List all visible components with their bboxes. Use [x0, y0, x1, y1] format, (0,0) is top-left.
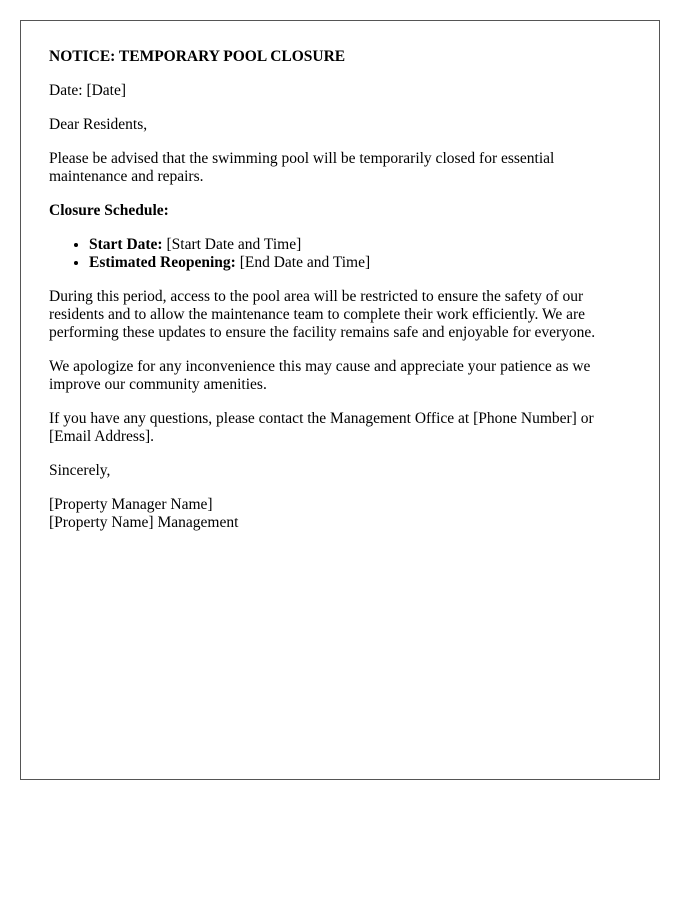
schedule-item-label: Start Date:: [89, 236, 163, 253]
schedule-item-value: [End Date and Time]: [235, 254, 371, 271]
signature-org: [Property Name] Management: [49, 514, 239, 531]
intro-paragraph: Please be advised that the swimming pool will be temporarily closed for essential maintenance and repairs.: [49, 150, 555, 185]
schedule-list: [49, 236, 634, 272]
schedule-item-value: [Start Date and Time]: [162, 236, 302, 253]
body-paragraph-apology: We apologize for any inconvenience this may cause and appreciate your patience as we improve our community amenities.: [49, 358, 591, 393]
body-paragraph-restrictions: During this period, access to the pool area will be restricted to ensure the safety of our residents and to allow the maintenance team to complete their work efficiently. We are performing these updates to ensure the facility remains safe and enjoyable for everyone.: [49, 288, 596, 341]
date-line: Date: [Date]: [49, 82, 127, 99]
schedule-item-label: Estimated Reopening:: [89, 254, 236, 271]
notice-title: NOTICE: TEMPORARY POOL CLOSURE: [49, 48, 346, 65]
letter-page: [20, 20, 660, 780]
schedule-item-start: [89, 236, 634, 254]
body-paragraph-contact: If you have any questions, please contact the Management Office at [Phone Number] or [Email Address].: [49, 410, 594, 445]
salutation: Dear Residents,: [49, 116, 148, 133]
schedule-item-reopening: [89, 254, 634, 272]
letter-content: [49, 48, 634, 548]
schedule-heading: Closure Schedule:: [49, 202, 169, 219]
closing: Sincerely,: [49, 462, 111, 479]
signature-block: [49, 496, 634, 532]
signature-name: [Property Manager Name]: [49, 496, 213, 513]
